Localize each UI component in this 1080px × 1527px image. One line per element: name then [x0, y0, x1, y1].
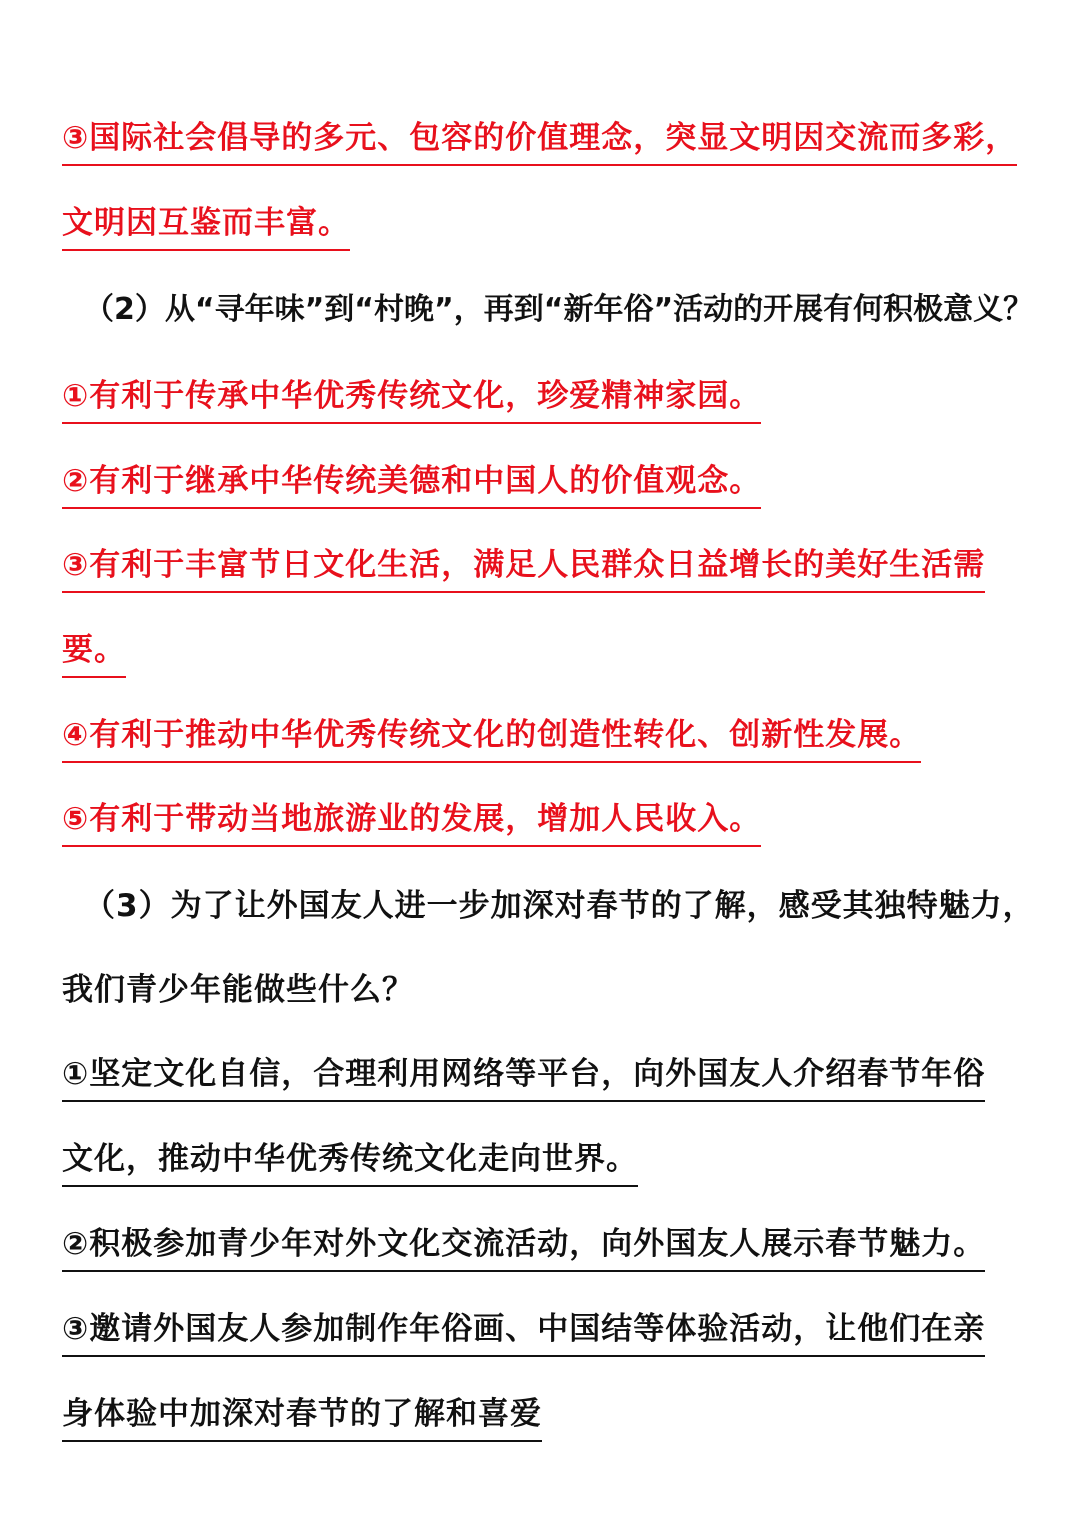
q2-answer-3-line2: 要。 [62, 630, 126, 678]
q3-answer-3-line2: 身体验中加深对春节的了解和喜爱 [62, 1394, 542, 1442]
q2-answer-3-line1: ③有利于丰富节日文化生活，满足人民群众日益增长的美好生活需 [62, 545, 985, 593]
q3-answer-2: ②积极参加青少年对外文化交流活动，向外国友人展示春节魅力。 [62, 1224, 985, 1272]
answer-prev-3-line1: ③国际社会倡导的多元、包容的价值理念，突显文明因交流而多彩， [62, 118, 1017, 166]
q2-answer-2: ②有利于继承中华传统美德和中国人的价值观念。 [62, 461, 761, 509]
q2-answer-5: ⑤有利于带动当地旅游业的发展，增加人民收入。 [62, 799, 761, 847]
q3-answer-1-line1: ①坚定文化自信，合理利用网络等平台，向外国友人介绍春节年俗 [62, 1054, 985, 1102]
q3-answer-3-line1: ③邀请外国友人参加制作年俗画、中国结等体验活动，让他们在亲 [62, 1309, 985, 1357]
question-2: （2）从“寻年味”到“村晚”，再到“新年俗”活动的开展有何积极意义？ [84, 292, 1034, 327]
q2-answer-1: ①有利于传承中华优秀传统文化，珍爱精神家园。 [62, 376, 761, 424]
q2-answer-4: ④有利于推动中华优秀传统文化的创造性转化、创新性发展。 [62, 715, 921, 763]
question-3-line1: （3）为了让外国友人进一步加深对春节的了解，感受其独特魅力， [84, 888, 1035, 924]
question-3-line2: 我们青少年能做些什么？ [62, 972, 414, 1008]
q3-answer-1-line2: 文化，推动中华优秀传统文化走向世界。 [62, 1139, 638, 1187]
answer-prev-3-line2: 文明因互鉴而丰富。 [62, 203, 350, 251]
